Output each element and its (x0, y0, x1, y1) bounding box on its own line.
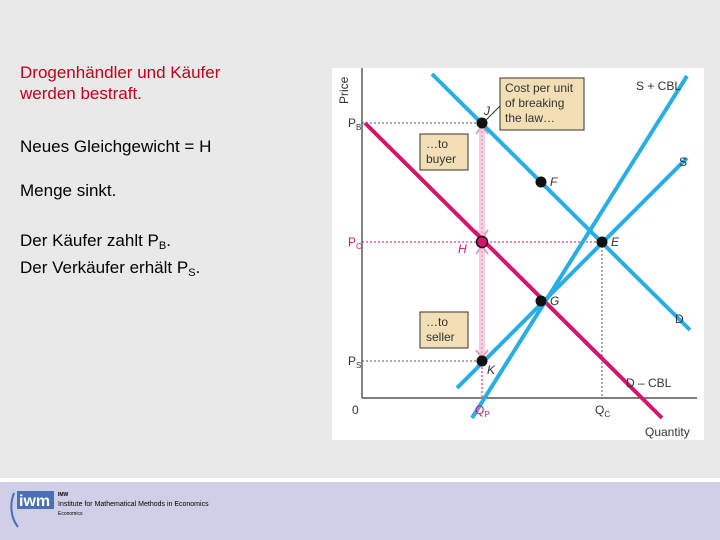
point-f (536, 177, 547, 188)
logo-text: iwm (19, 493, 51, 510)
iwm-logo-icon (8, 483, 56, 533)
point-e-label: E (611, 235, 620, 249)
buyer-box (420, 134, 468, 170)
tick-ps: $P_S$ (348, 354, 362, 370)
point-g-label: G (550, 294, 560, 308)
seller-box (420, 312, 468, 348)
origin-label: 0 (352, 403, 359, 417)
point-e (597, 237, 608, 248)
footer-bar (0, 478, 720, 540)
cost-box-line-1: Cost per unit (505, 81, 574, 95)
seller-box-line-1: …to (426, 315, 449, 329)
cost-box-line-2: of breaking (505, 96, 565, 110)
buyer-pays-prefix: Der Käufer zahlt P (20, 231, 159, 250)
footer-divider (0, 478, 720, 482)
supply-demand-diagram (332, 68, 704, 440)
s-cbl-label: S + CBL (636, 79, 682, 93)
point-f-label: F (550, 175, 558, 189)
buyer-box-line-1: …to (426, 137, 449, 151)
point-k (477, 356, 488, 367)
s-label: S (679, 155, 688, 169)
price-statements (20, 230, 200, 284)
x-axis-label: Quantity (645, 425, 690, 439)
seller-gets-prefix: Der Verkäufer erhält P (20, 258, 189, 277)
tick-qc: $Q_C$ (595, 403, 611, 419)
buyer-pays-text (20, 230, 200, 257)
point-j (477, 118, 488, 129)
tick-qp: $Q_P$ (475, 403, 490, 419)
title-line-1: Drogenhändler und Käufer (20, 63, 221, 82)
tick-pb: $P_B$ (348, 116, 362, 132)
buyer-pays-suffix: . (166, 231, 171, 250)
footer-line-3: Economics (58, 511, 83, 517)
title-line-2: werden bestraft. (20, 84, 142, 103)
point-h (477, 237, 488, 248)
seller-box-line-2: seller (426, 330, 455, 344)
equilibrium-text: Neues Gleichgewicht = H (20, 137, 212, 156)
tick-pc: $P_C$ (348, 235, 362, 251)
buyer-box-line-2: buyer (426, 152, 457, 166)
slide-title (20, 62, 220, 104)
cost-box (486, 78, 584, 130)
footer-line-1: IMW (58, 492, 69, 498)
point-j-label: J (484, 104, 490, 118)
point-h-label: H (458, 242, 467, 256)
point-k-label: K (487, 363, 496, 377)
seller-gets-text (20, 257, 200, 284)
seller-gets-sub: S (188, 267, 196, 279)
footer-line-2: Institute for Mathematical Methods in Economics (58, 501, 209, 508)
seller-gets-suffix: . (195, 258, 201, 277)
quantity-text: Menge sinkt. (20, 181, 117, 200)
d-cbl-label: D – CBL (626, 376, 672, 390)
y-axis-label: Price (337, 76, 351, 104)
buyer-pays-sub: B (158, 240, 167, 252)
cost-box-line-3: the law… (505, 111, 556, 125)
d-label: D (675, 312, 684, 326)
point-g (536, 296, 547, 307)
